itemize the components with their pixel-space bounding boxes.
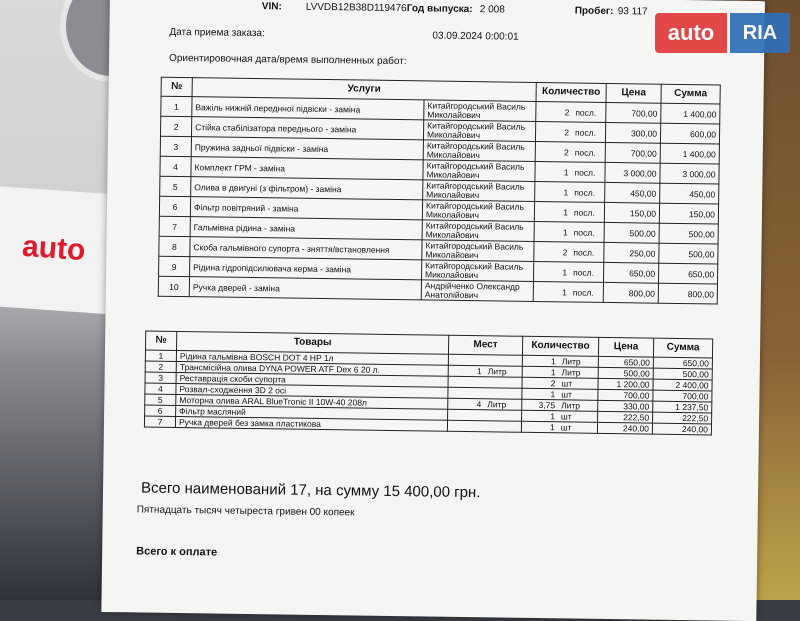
goods-unit: Литр	[559, 367, 599, 379]
service-unit: посл.	[570, 262, 604, 282]
service-price: 700,00	[606, 102, 661, 123]
watermark-right: RIA	[730, 13, 790, 53]
service-price: 250,00	[604, 242, 659, 263]
invoice-sheet	[101, 0, 765, 621]
goods-unit: шт	[558, 411, 598, 423]
goods-name: Ручка дверей без замка пластикова	[175, 416, 447, 431]
col-price: Цена	[598, 337, 653, 357]
worker-patronymic: Миколайович	[426, 168, 480, 180]
goods-place-unit	[485, 355, 523, 367]
goods-sum: 650,00	[653, 357, 712, 369]
service-name: Стійка стабілізатора переднього - заміна	[191, 117, 423, 140]
worker-patronymic: Анатолійович	[424, 288, 479, 300]
goods-place-quantity	[448, 387, 485, 399]
goods-number: 4	[145, 383, 176, 394]
order-date-label: Дата приема заказа:	[169, 26, 265, 40]
service-name: Ручка дверей - заміна	[189, 277, 421, 300]
col-sum: Сумма	[653, 338, 712, 358]
service-name: Гальмівна рідина - заміна	[190, 217, 422, 240]
service-quantity: 2	[535, 141, 572, 162]
worker-name: Китайгородський Василь	[427, 99, 526, 112]
goods-place-quantity	[448, 409, 485, 421]
goods-unit: шт	[558, 422, 598, 434]
goods-place-quantity: 1	[448, 365, 485, 377]
service-number: 6	[159, 196, 190, 216]
goods-quantity: 1	[522, 355, 559, 367]
estimated-date-label: Ориентировочная дата/время выполненных работ:	[169, 52, 407, 68]
worker-name: Китайгородський Василь	[425, 259, 524, 272]
service-unit: посл.	[572, 122, 606, 142]
services-table	[158, 77, 721, 305]
service-number: 5	[160, 176, 191, 196]
col-number: №	[161, 77, 192, 96]
service-name: Комплект ГРМ - заміна	[191, 157, 423, 180]
service-number: 3	[160, 136, 191, 156]
service-worker	[423, 120, 535, 142]
service-price: 450,00	[605, 182, 660, 203]
goods-price: 700,00	[598, 389, 653, 401]
service-name: Олива в двигуні (з фільтром) - заміна	[191, 177, 423, 200]
goods-unit: шт	[558, 378, 598, 390]
service-sum: 800,00	[658, 283, 717, 304]
worker-name: Китайгородський Василь	[425, 199, 525, 212]
service-unit: посл.	[570, 242, 604, 262]
service-name: Рідина гідропідсилювача керма - заміна	[190, 257, 422, 280]
goods-quantity: 3,75	[522, 399, 559, 411]
goods-price: 500,00	[598, 367, 653, 379]
service-price: 300,00	[605, 122, 660, 143]
goods-price: 330,00	[598, 400, 653, 412]
service-worker	[423, 140, 535, 162]
goods-number: 3	[145, 372, 176, 383]
worker-patronymic: Миколайович	[426, 148, 480, 160]
goods-table	[144, 331, 713, 436]
service-unit: посл.	[571, 222, 605, 242]
goods-place-unit	[484, 388, 522, 400]
service-price: 700,00	[605, 142, 660, 163]
worker-name: Китайгородський Василь	[427, 119, 526, 132]
watermark-logo	[655, 13, 790, 53]
service-quantity: 2	[534, 241, 571, 262]
year-value: 2 008	[479, 4, 505, 16]
goods-number: 7	[144, 416, 175, 427]
goods-price: 222,50	[598, 411, 653, 423]
goods-place-quantity	[447, 420, 484, 432]
goods-unit: Литр	[559, 356, 599, 368]
goods-quantity: 1	[522, 366, 559, 378]
service-quantity: 1	[534, 261, 571, 282]
service-name: Фільтр повітряний - заміна	[190, 197, 422, 220]
service-number: 9	[159, 256, 190, 276]
goods-sum: 2 400,00	[653, 379, 712, 391]
service-number: 1	[161, 96, 192, 116]
service-worker	[424, 100, 536, 122]
service-worker	[421, 280, 533, 302]
service-worker	[422, 240, 534, 262]
service-quantity: 1	[535, 161, 572, 182]
goods-name: Реставрація скоби супорта	[176, 372, 448, 387]
goods-sum: 222,50	[653, 412, 712, 424]
total-summary: Всего наименований 17, на сумму 15 400,00 грн.	[140, 479, 481, 502]
col-sum: Сумма	[661, 84, 720, 104]
service-name: Скоба гальмівного супорта - зняття/встановлення	[190, 237, 422, 260]
mileage-value: 93 117	[617, 6, 648, 18]
goods-place-unit: Литр	[485, 366, 523, 378]
goods-name: Фільтр масляний	[176, 405, 448, 420]
worker-name: Китайгородський Василь	[425, 239, 524, 252]
background-card-text: auto	[20, 229, 87, 268]
worker-patronymic: Миколайович	[426, 188, 480, 200]
service-unit: посл.	[570, 282, 604, 302]
goods-price: 240,00	[597, 422, 652, 434]
service-sum: 1 400,00	[661, 103, 720, 124]
total-in-words: Пятнадцать тысяч четыреста гривен 00 копеек	[136, 504, 355, 519]
worker-name: Китайгородський Василь	[425, 219, 524, 232]
worker-patronymic: Миколайович	[425, 248, 479, 260]
service-worker	[423, 160, 535, 182]
service-unit: посл.	[571, 202, 605, 222]
mileage-label: Пробег:	[574, 5, 614, 18]
worker-name: Китайгородський Василь	[426, 159, 525, 172]
col-number: №	[146, 331, 177, 350]
worker-patronymic: Миколайович	[426, 128, 481, 140]
goods-number: 1	[145, 350, 176, 361]
goods-name: Рідина гальмівна BOSCH DOT 4 HP 1л	[176, 350, 448, 365]
goods-name: Трансмісійна олива DYNA POWER ATF Dex 6 20 л.	[176, 361, 448, 376]
service-quantity: 1	[535, 181, 572, 202]
goods-price: 650,00	[598, 356, 653, 368]
service-price: 150,00	[604, 202, 659, 223]
worker-patronymic: Миколайович	[425, 268, 479, 280]
watermark-left: auto	[655, 13, 727, 53]
service-worker	[422, 200, 534, 222]
service-unit: посл.	[572, 142, 606, 162]
service-price: 650,00	[603, 262, 658, 283]
goods-quantity: 2	[522, 377, 559, 389]
goods-place-quantity: 4	[448, 398, 485, 410]
goods-place-unit: Литр	[484, 399, 522, 411]
worker-name: Андрійченко Олександр	[424, 279, 520, 292]
goods-number: 2	[145, 361, 176, 372]
vin-label: VIN:	[261, 1, 282, 13]
service-unit: посл.	[571, 162, 605, 182]
service-unit: посл.	[572, 102, 606, 122]
service-sum: 650,00	[658, 263, 717, 284]
goods-quantity: 1	[522, 388, 559, 400]
goods-sum: 240,00	[652, 423, 711, 435]
goods-name: Моторна олива ARAL BlueTronic II 10W-40 208л	[176, 394, 448, 409]
service-quantity: 1	[534, 221, 571, 242]
worker-name: Китайгородський Василь	[426, 179, 525, 192]
col-price: Цена	[606, 83, 661, 103]
service-sum: 450,00	[660, 183, 719, 204]
goods-name: Розвал-сходження 3D 2 осі	[176, 383, 448, 398]
goods-place-quantity	[448, 354, 485, 366]
worker-patronymic: Миколайович	[425, 228, 479, 240]
goods-quantity: 1	[521, 421, 558, 433]
goods-unit: Литр	[558, 400, 598, 412]
service-quantity: 1	[534, 201, 571, 222]
service-sum: 500,00	[659, 223, 718, 244]
goods-place-unit	[485, 377, 523, 389]
goods-quantity: 1	[521, 410, 558, 422]
service-sum: 150,00	[659, 203, 718, 224]
service-name: Важіль нижній переднної підвіски - заміна	[192, 97, 424, 120]
goods-sum: 500,00	[653, 368, 712, 380]
service-quantity: 1	[533, 281, 570, 302]
service-number: 2	[160, 116, 191, 136]
year-label: Год выпуска:	[406, 3, 473, 16]
service-quantity: 2	[535, 121, 572, 142]
goods-unit: шт	[558, 389, 598, 401]
col-goods: Товары	[177, 331, 449, 354]
service-name: Пружина задньої підвіски - заміна	[191, 137, 423, 160]
service-number: 10	[158, 276, 189, 296]
service-price: 3 000,00	[605, 162, 660, 183]
goods-price: 1 200,00	[598, 378, 653, 390]
col-quantity: Количество	[536, 82, 606, 102]
service-sum: 500,00	[659, 243, 718, 264]
col-services: Услуги	[192, 78, 536, 102]
service-number: 4	[160, 156, 191, 176]
goods-sum: 700,00	[653, 390, 712, 402]
service-unit: посл.	[571, 182, 605, 202]
goods-number: 5	[145, 394, 176, 405]
goods-place-unit	[484, 421, 522, 433]
goods-place-unit	[484, 410, 522, 422]
worker-patronymic: Миколайович	[425, 208, 480, 220]
worker-patronymic: Миколайович	[427, 108, 481, 120]
service-price: 500,00	[604, 222, 659, 243]
to-pay-label: Всего к оплате	[136, 545, 218, 559]
col-quantity: Количество	[522, 336, 598, 356]
service-worker	[422, 220, 534, 242]
goods-place-quantity	[448, 376, 485, 388]
service-worker	[423, 180, 535, 202]
service-quantity: 2	[536, 101, 573, 122]
order-date-value: 03.09.2024 0:00:01	[432, 30, 519, 43]
service-worker	[422, 260, 534, 282]
worker-name: Китайгородський Василь	[426, 139, 525, 152]
service-sum: 1 400,00	[660, 143, 719, 164]
goods-number: 6	[145, 405, 176, 416]
service-number: 7	[159, 216, 190, 236]
vin-value: LVVDB12B38D119476	[305, 1, 407, 15]
service-sum: 600,00	[660, 123, 719, 144]
goods-sum: 1 237,50	[653, 401, 712, 413]
service-number: 8	[159, 236, 190, 256]
service-price: 800,00	[603, 282, 658, 303]
col-places: Мест	[448, 335, 522, 355]
service-sum: 3 000,00	[660, 163, 719, 184]
